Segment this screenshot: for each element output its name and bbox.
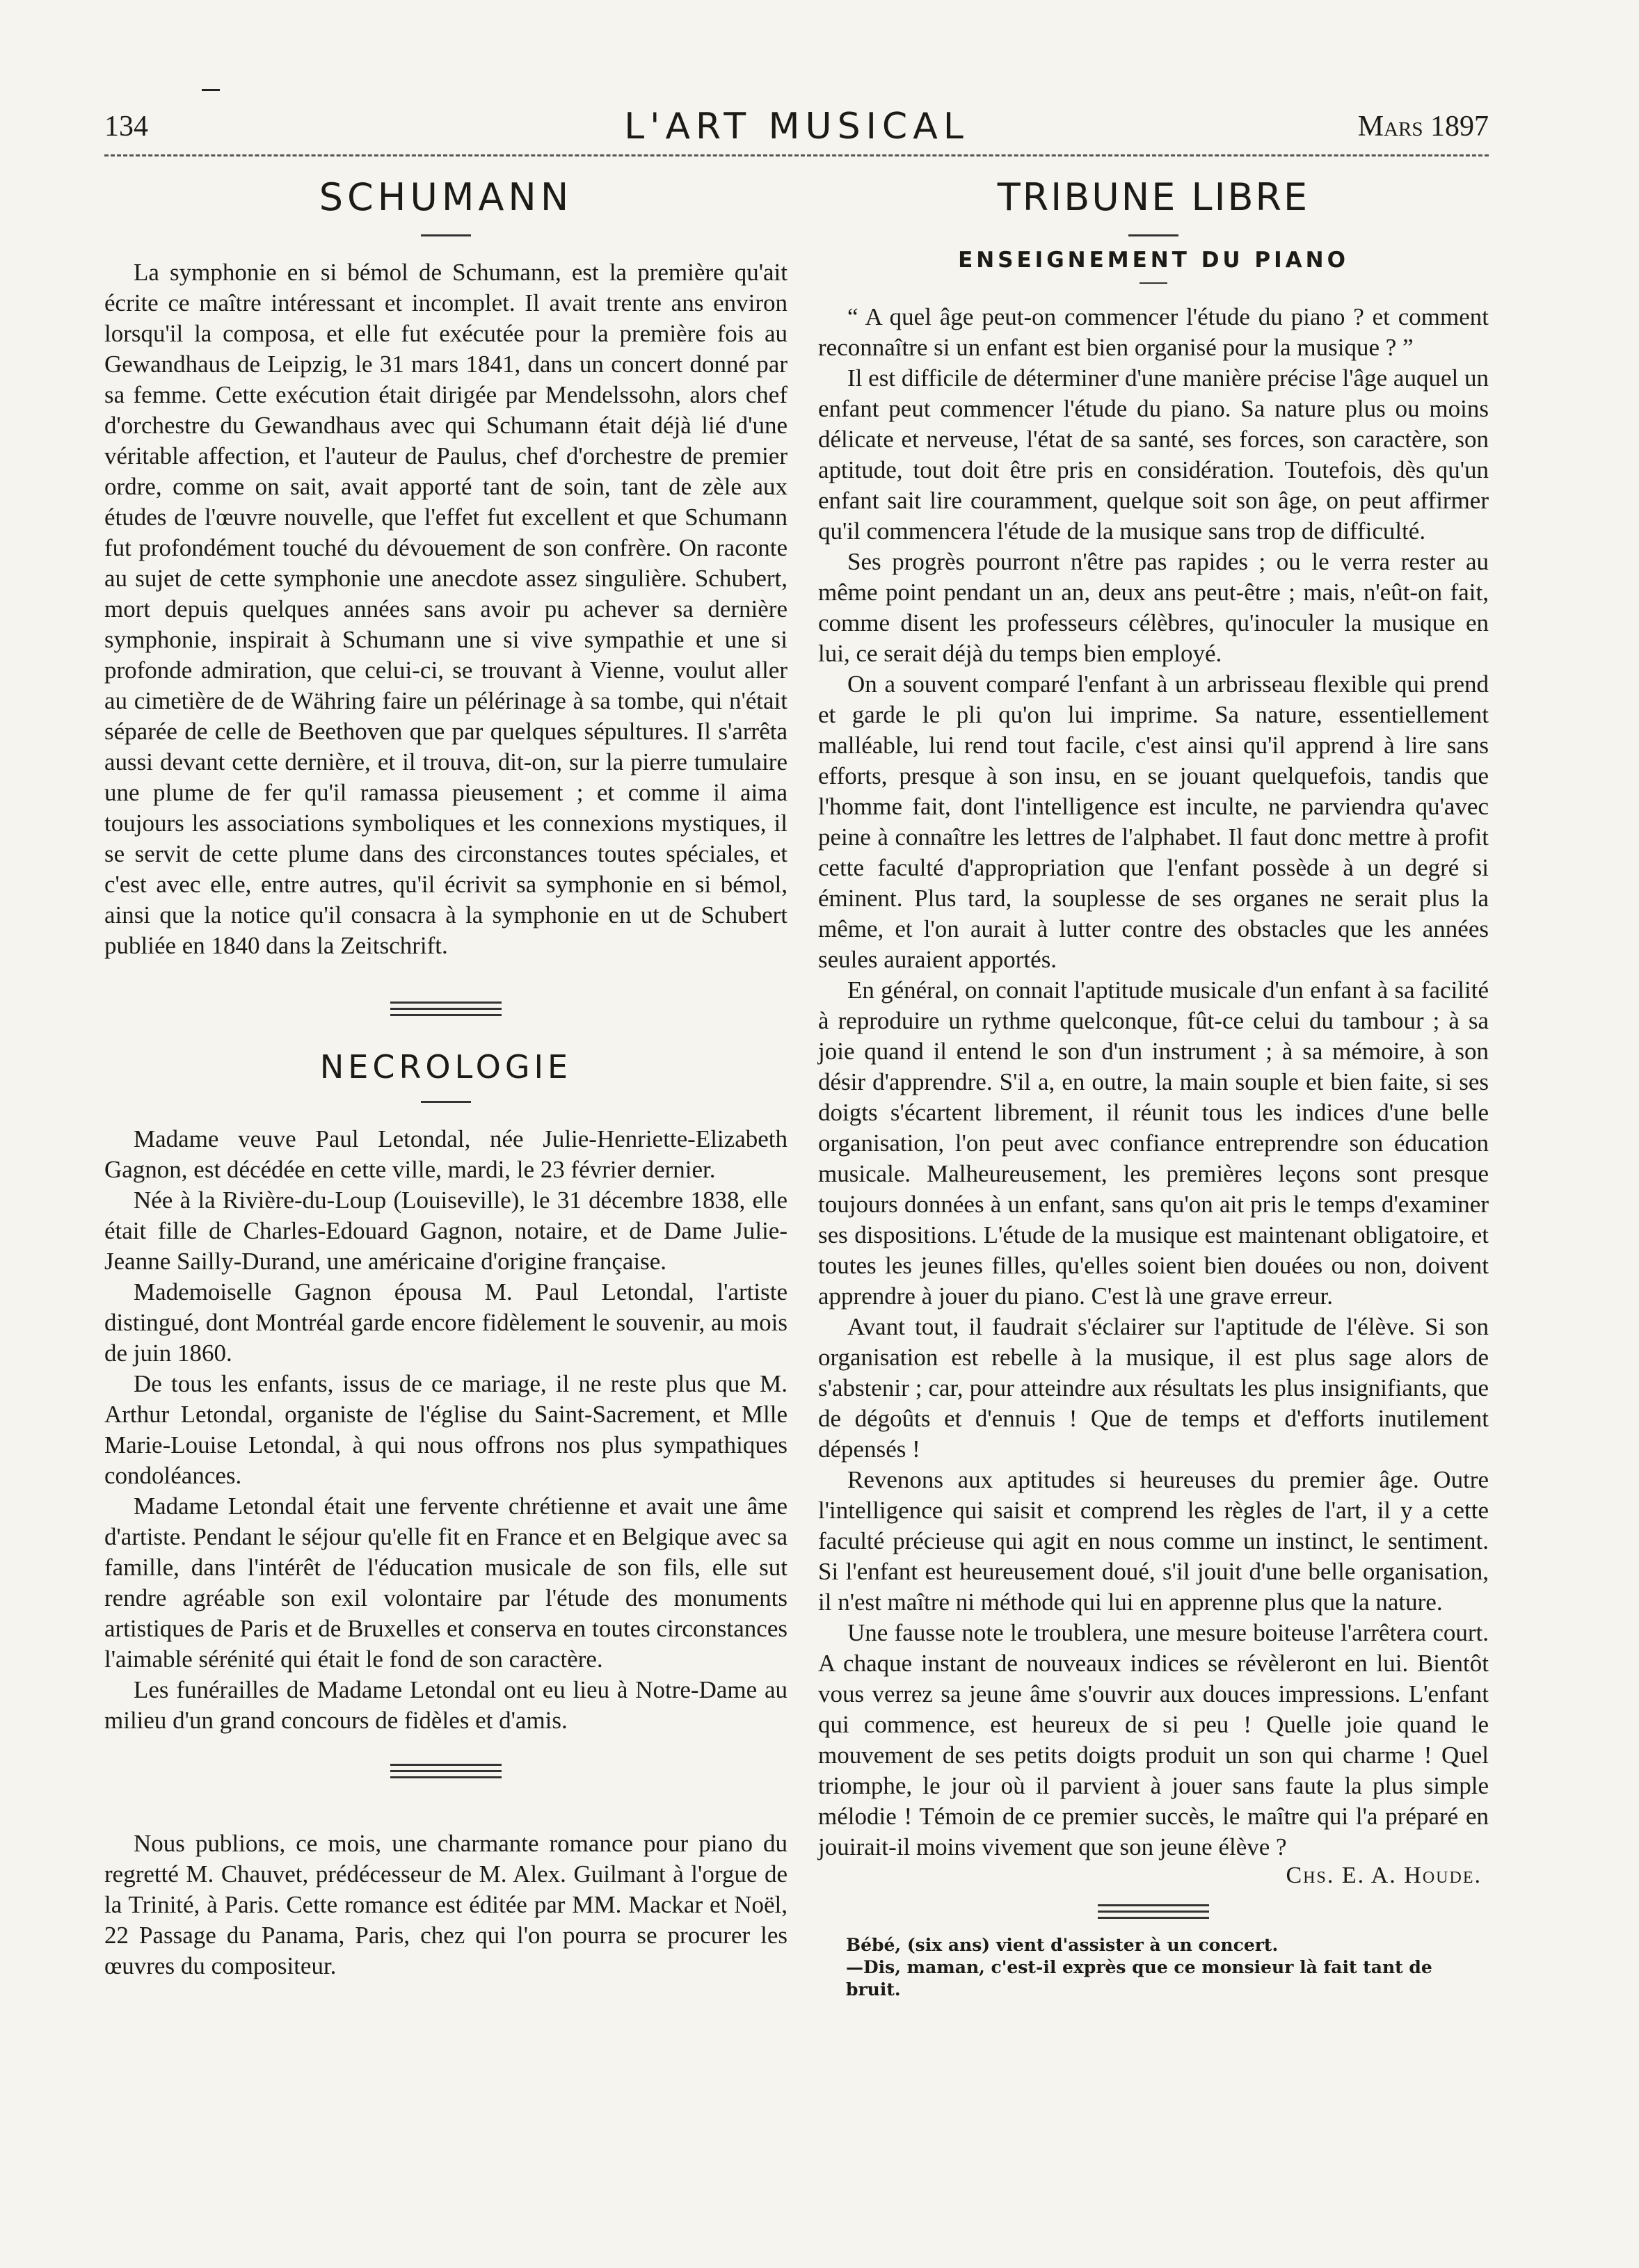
- right-column: [818, 167, 1489, 2001]
- subtitle-dash: [1140, 282, 1167, 284]
- tribune-paragraph: On a souvent comparé l'enfant à un arbrisseau flexible qui prend et garde le pli qu'on lui imprime. Sa nature, essentiellement malléable, lui rend tout facile, c'est ainsi qu'il apprend à lire sans efforts, presque à son insu, en se jouant quelquefois, tandis que l'homme fait, dont l'intelligence est inculte, ne parviendra qu'avec peine à connaître les lettres de l'alphabet. Il faut donc mettre à profit cette faculté d'appropriation que l'enfant possède à un degré si éminent. Plus tard, la souplesse de ses organes ne serait plus la même, et l'on aurait à lutter contre des obstacles que les années seules auraient apportés.: [818, 670, 1489, 973]
- necrologie-paragraph: De tous les enfants, issus de ce mariage, il ne reste plus que M. Arthur Letondal, organiste de l'église du Saint-Sacrement, et Mlle Marie-Louise Letondal, à qui nous offrons nos plus sympathiques condoléances.: [104, 1370, 787, 1489]
- section-separator: [1098, 1904, 1209, 1919]
- notice-paragraph: Nous publions, ce mois, une charmante romance pour piano du regretté M. Chauvet, prédécesseur de M. Alex. Guilmant à l'orgue de la Trinité, à Paris. Cette romance est éditée par MM. Mackar et Noël, 22 Passage du Panama, Paris, chez qui l'on pourra se procurer les œuvres du compositeur.: [104, 1830, 787, 1979]
- tribune-paragraph: Il est difficile de déterminer d'une manière précise l'âge auquel un enfant peut commencer l'étude du piano. Sa nature plus ou moins délicate et nerveuse, l'état de sa santé, ses forces, son caractère, son aptitude, tout doit être pris en considération. Toutefois, dès qu'un enfant sait lire couramment, quelque soit son âge, on peut affirmer qu'il commencera l'étude de la musique sans trop de difficulté.: [818, 364, 1489, 545]
- page-header: [104, 106, 1489, 159]
- necrologie-paragraph: Madame Letondal était une fervente chrétienne et avait une âme d'artiste. Pendant le séjour qu'elle fit en France et en Belgique avec sa famille, dans l'intérêt de l'éducation musicale de son fils, elle sut rendre agréable son exil volontaire par l'étude des monuments artistiques de Paris et de Bruxelles et conserva en toutes circonstances l'aimable sérénité qui était le fond de son caractère.: [104, 1493, 787, 1673]
- schumann-article: [104, 257, 787, 961]
- anecdote: [846, 1934, 1489, 2001]
- necrologie-paragraph: Née à la Rivière-du-Loup (Louiseville), le 31 décembre 1838, elle était fille de Charles-Edouard Gagnon, notaire, et de Dame Julie-Jeanne Sailly-Durand, une américaine d'origine française.: [104, 1187, 787, 1275]
- necrologie-paragraph: Les funérailles de Madame Letondal ont eu lieu à Notre-Dame au milieu d'un grand concours de fidèles et d'amis.: [104, 1676, 787, 1734]
- header-rule: [104, 154, 1489, 156]
- title-dash: [1128, 234, 1178, 236]
- publication-notice: [104, 1828, 787, 1981]
- anecdote-line: Bébé, (six ans) vient d'assister à un concert.: [846, 1935, 1279, 1955]
- schumann-title: SCHUMANN: [319, 175, 573, 219]
- anecdote-line: —Dis, maman, c'est-il exprès que ce monsieur là fait tant de bruit.: [846, 1957, 1432, 2000]
- author-signature: Chs. E. A. Houde.: [1286, 1863, 1482, 1888]
- left-column: [104, 167, 787, 1981]
- section-separator: [390, 1764, 502, 1778]
- title-dash: [421, 234, 471, 236]
- necrologie-title: NECROLOGIE: [319, 1048, 573, 1086]
- tribune-paragraph: Une fausse note le troublera, une mesure boiteuse l'arrêtera court. A chaque instant de nouveaux indices se révèleront en lui. Bientôt vous verrez sa jeune âme s'ouvrir aux douces impressions. L'enfant qui commence, est heureux de si peu ! Quelle joie quand le mouvement de ses petits doigts produit un son qui charme ! Quel triomphe, le jour où il parvient à jouer sans faute la plus simple mélodie ! Témoin de ce premier succès, le maître qui l'a préparé en jouirait-il moins vivement que son jeune élève ?: [818, 1619, 1489, 1860]
- tribune-paragraph: Ses progrès pourront n'être pas rapides ; ou le verra rester au même point pendant un an, deux ans peut-être ; mais, n'eût-on fait, comme disent les professeurs célèbres, qu'inoculer la musique en lui, ce serait déjà du temps bien employé.: [818, 548, 1489, 667]
- necrologie-article: [104, 1124, 787, 1736]
- journal-title: L'ART MUSICAL: [624, 106, 969, 147]
- issue-date: Mars 1897: [1357, 111, 1489, 143]
- tribune-paragraph: Revenons aux aptitudes si heureuses du premier âge. Outre l'intelligence qui saisit et comprend les règles de l'art, il y a cette faculté précieuse qui agit en nous comme un instinct, le sentiment. Si l'enfant est heureusement doué, s'il jouit d'une belle organisation, il n'est maître ni méthode qui lui en apprenne plus que la nature.: [818, 1466, 1489, 1616]
- tribune-paragraph: En général, on connait l'aptitude musicale d'un enfant à sa facilité à reproduire un rythme quelconque, fût-ce celui du tambour ; à sa joie quand il entend le son d'un instrument ; à sa mémoire, à son désir d'apprendre. S'il a, en outre, la main souple et bien faite, si ses doigts s'écartent librement, il réunit tous les indices d'une belle organisation, l'on peut avec confiance entreprendre son éducation musicale. Malheureusement, les premières leçons sont presque toujours données à un enfant, sans qu'on ait pris le temps d'examiner ses dispositions. L'étude de la musique est maintenant obligatoire, et toutes les jeunes filles, qu'elles soient bien douées ou non, doivent apprendre à jouer du piano. C'est là une grave erreur.: [818, 976, 1489, 1310]
- tribune-paragraph: “ A quel âge peut-on commencer l'étude du piano ? et comment reconnaître si un enfant est bien organisé pour la musique ? ”: [818, 303, 1489, 361]
- tribune-article: [818, 302, 1489, 1889]
- tribune-subtitle: ENSEIGNEMENT DU PIANO: [958, 248, 1349, 273]
- necrologie-paragraph: Madame veuve Paul Letondal, née Julie-Henriette-Elizabeth Gagnon, est décédée en cette ville, mardi, le 23 février dernier.: [104, 1125, 787, 1183]
- tribune-title: TRIBUNE LIBRE: [997, 175, 1310, 219]
- title-dash: [421, 1101, 471, 1103]
- necrologie-paragraph: Mademoiselle Gagnon épousa M. Paul Letondal, l'artiste distingué, dont Montréal garde encore fidèlement le souvenir, au mois de juin 1860.: [104, 1278, 787, 1367]
- page-number: 134: [104, 111, 148, 143]
- section-separator: [390, 1002, 502, 1016]
- top-mark: [202, 89, 220, 91]
- tribune-paragraph: Avant tout, il faudrait s'éclairer sur l'aptitude de l'élève. Si son organisation est rebelle à la musique, il est plus sage alors de s'abstenir ; car, pour atteindre aux résultats les plus insignifiants, que de dégoûts et d'ennuis ! Que de temps et d'efforts inutilement dépensés !: [818, 1313, 1489, 1463]
- schumann-paragraph: La symphonie en si bémol de Schumann, est la première qu'ait écrite ce maître intéressant et incomplet. Il avait trente ans environ lorsqu'il la composa, et elle fut exécutée pour la première fois au Gewandhaus de Leipzig, le 31 mars 1841, dans un concert donné par sa femme. Cette exécution était dirigée par Mendelssohn, alors chef d'orchestre du Gewandhaus avec qui Schumann était déjà lié d'une véritable affection, et l'auteur de Paulus, chef d'orchestre de premier ordre, comme on sait, avait apporté tant de soin, tant de zèle aux études de l'œuvre nouvelle, que l'effet fut excellent et que Schumann fut profondément touché du dévouement de son confrère. On raconte au sujet de cette symphonie une anecdote assez singulière. Schubert, mort depuis quelques années sans avoir pu achever sa dernière symphonie, inspirait à Schumann une si vive sympathie et une si profonde admiration, que celui-ci, se trouvant à Vienne, voulut aller au cimetière de de Währing faire un pélérinage à sa tombe, qui n'était séparée de celle de Beethoven que par quelques sépultures. Il s'arrêta aussi devant cette dernière, et il trouva, dit-on, sur la pierre tumulaire une plume de fer qu'il ramassa pieusement ; et comme il aima toujours les associations symboliques et les connexions mystiques, il se servit de cette plume dans des circonstances toutes spéciales, et c'est avec elle, entre autres, qu'il écrivit sa symphonie en si bémol, ainsi que la notice qu'il consacra à la symphonie en ut de Schubert publiée en 1840 dans la Zeitschrift.: [104, 259, 787, 959]
